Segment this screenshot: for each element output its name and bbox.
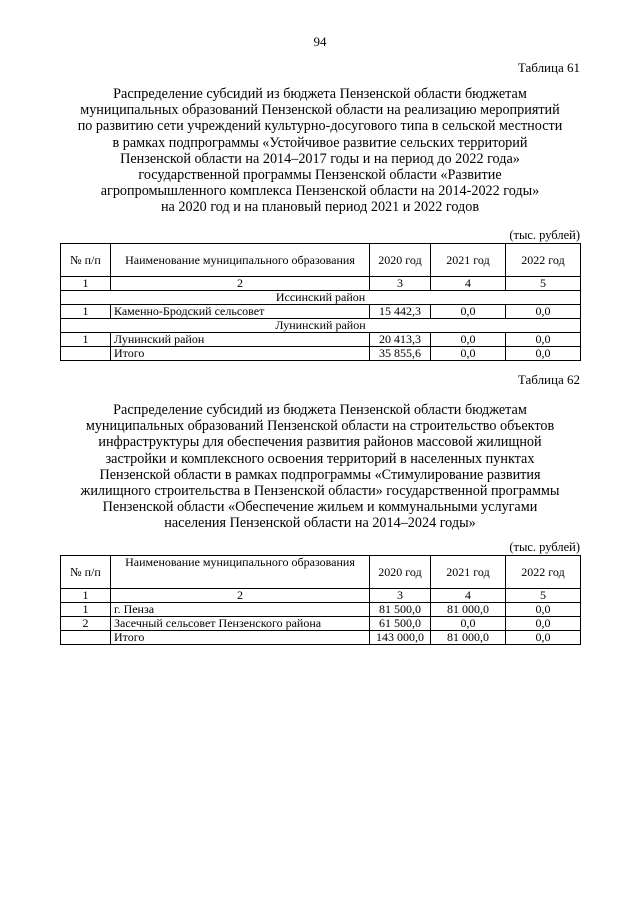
row-name: Каменно-Бродский сельсовет bbox=[111, 305, 370, 319]
row-2021: 0,0 bbox=[431, 305, 506, 319]
total-2022: 0,0 bbox=[506, 347, 581, 361]
total-label: Итого bbox=[111, 347, 370, 361]
col-number: 5 bbox=[506, 589, 581, 603]
heading-line: Пензенской области в рамках подпрограммы «Стимулирование развития bbox=[99, 466, 541, 483]
table-row bbox=[61, 333, 581, 347]
row-2021: 81 000,0 bbox=[431, 603, 506, 617]
row-2022: 0,0 bbox=[506, 333, 581, 347]
table-row bbox=[61, 617, 581, 631]
section-row bbox=[61, 291, 581, 305]
heading-line: инфраструктуры для обеспечения развития районов массовой жилищной bbox=[98, 434, 542, 451]
row-2022: 0,0 bbox=[506, 603, 581, 617]
col-number: 2 bbox=[111, 277, 370, 291]
heading-line: Пензенской области «Обеспечение жильем и коммунальными услугами bbox=[102, 499, 538, 516]
total-2021: 0,0 bbox=[431, 347, 506, 361]
heading-line: на 2020 год и на плановый период 2021 и 2022 годов bbox=[160, 199, 480, 216]
row-num: 1 bbox=[61, 305, 111, 319]
heading-line: Распределение субсидий из бюджета Пензенской области бюджетам bbox=[113, 402, 527, 418]
table-row bbox=[61, 603, 581, 617]
row-name: г. Пенза bbox=[111, 603, 370, 617]
heading-line: агропромышленного комплекса Пензенской области на 2014-2022 годы» bbox=[100, 183, 540, 200]
total-2022: 0,0 bbox=[506, 631, 581, 645]
col-number: 4 bbox=[431, 277, 506, 291]
row-num: 1 bbox=[61, 603, 111, 617]
table-62-heading bbox=[60, 402, 580, 532]
total-2021: 81 000,0 bbox=[431, 631, 506, 645]
heading-line: застройки и комплексного освоения территорий в населенных пунктах bbox=[105, 450, 535, 467]
row-num bbox=[61, 631, 111, 645]
row-num: 2 bbox=[61, 617, 111, 631]
heading-line: в рамках подпрограммы «Устойчивое развитие сельских территорий bbox=[112, 134, 528, 151]
col-number: 2 bbox=[111, 589, 370, 603]
total-row bbox=[61, 631, 581, 645]
row-name: Лунинский район bbox=[111, 333, 370, 347]
header-num: № п/п bbox=[61, 556, 111, 589]
row-2020: 20 413,3 bbox=[370, 333, 431, 347]
header-2020: 2020 год bbox=[370, 556, 431, 589]
table-61 bbox=[60, 243, 581, 361]
table-header-row bbox=[61, 556, 581, 589]
row-2020: 81 500,0 bbox=[370, 603, 431, 617]
page-number: 94 bbox=[313, 34, 327, 49]
col-number: 3 bbox=[370, 277, 431, 291]
row-2022: 0,0 bbox=[506, 617, 581, 631]
heading-line: муниципальных образований Пензенской области на строительство объектов bbox=[85, 418, 555, 435]
heading-line: по развитию сети учреждений культурно-досугового типа в сельской местности bbox=[77, 118, 563, 135]
table-61-heading bbox=[60, 86, 580, 216]
header-2022: 2022 год bbox=[506, 556, 581, 589]
total-2020: 35 855,6 bbox=[370, 347, 431, 361]
col-number: 4 bbox=[431, 589, 506, 603]
total-row bbox=[61, 347, 581, 361]
heading-line: государственной программы Пензенской области «Развитие bbox=[138, 167, 502, 184]
col-number: 1 bbox=[61, 277, 111, 291]
col-number: 1 bbox=[61, 589, 111, 603]
table-row bbox=[61, 305, 581, 319]
row-2021: 0,0 bbox=[431, 333, 506, 347]
header-2021: 2021 год bbox=[431, 244, 506, 277]
header-name: Наименование муниципального образования bbox=[111, 244, 370, 277]
header-2020: 2020 год bbox=[370, 244, 431, 277]
table-62-label: Таблица 62 bbox=[517, 372, 580, 387]
column-number-row bbox=[61, 589, 581, 603]
header-2022: 2022 год bbox=[506, 244, 581, 277]
section-row bbox=[61, 319, 581, 333]
section-title: Иссинский район bbox=[61, 291, 581, 305]
row-2020: 15 442,3 bbox=[370, 305, 431, 319]
row-num bbox=[61, 347, 111, 361]
table-61-units: (тыс. рублей) bbox=[509, 228, 580, 242]
total-2020: 143 000,0 bbox=[370, 631, 431, 645]
header-num: № п/п bbox=[61, 244, 111, 277]
column-number-row bbox=[61, 277, 581, 291]
total-label: Итого bbox=[111, 631, 370, 645]
table-61-label: Таблица 61 bbox=[517, 60, 580, 75]
col-number: 5 bbox=[506, 277, 581, 291]
table-header-row bbox=[61, 244, 581, 277]
row-name: Засечный сельсовет Пензенского района bbox=[111, 617, 370, 631]
header-name: Наименование муниципального образования bbox=[111, 556, 370, 589]
header-2021: 2021 год bbox=[431, 556, 506, 589]
row-2022: 0,0 bbox=[506, 305, 581, 319]
row-num: 1 bbox=[61, 333, 111, 347]
heading-line: муниципальных образований Пензенской области на реализацию мероприятий bbox=[80, 102, 560, 119]
col-number: 3 bbox=[370, 589, 431, 603]
heading-line: Распределение субсидий из бюджета Пензенской области бюджетам bbox=[113, 86, 527, 102]
heading-line: Пензенской области на 2014–2017 годы и на период до 2022 года» bbox=[120, 150, 520, 167]
row-2021: 0,0 bbox=[431, 617, 506, 631]
table-62-units: (тыс. рублей) bbox=[509, 540, 580, 554]
heading-line: населения Пензенской области на 2014–2024 годы» bbox=[164, 515, 476, 532]
row-2020: 61 500,0 bbox=[370, 617, 431, 631]
section-title: Лунинский район bbox=[61, 319, 581, 333]
heading-line: жилищного строительства в Пензенской области» государственной программы bbox=[80, 483, 560, 500]
table-62 bbox=[60, 555, 581, 645]
